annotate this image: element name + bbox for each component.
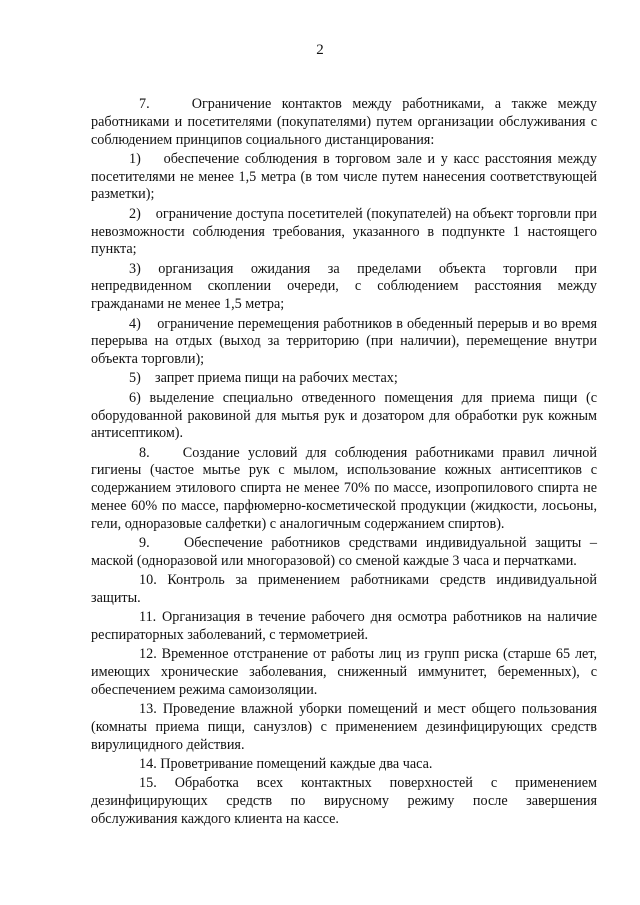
item-paragraph: 15. Обработка всех контактных поверхностей с применением дезинфицирующих средств по вирусному режиму после завершения обслуживания каждого клиента на кассе. [91,775,597,828]
subitem-paragraph: 2) ограничение доступа посетителей (покупателей) на объект торговли при невозможности соблюдения требования, указанного в подпункте 1 настоящего пункта; [91,205,597,258]
item-paragraph: 10. Контроль за применением работниками средств индивидуальной защиты. [91,572,597,607]
subitem-paragraph: 1) обеспечение соблюдения в торговом зале и у касс расстояния между посетителями не менее 1,5 метра (в том числе путем нанесения соответствующей разметки); [91,150,597,203]
item-paragraph: 12. Временное отстранение от работы лиц из групп риска (старше 65 лет, имеющих хронические заболевания, сниженный иммунитет, беременных), с обеспечением режима самоизоляции. [91,646,597,698]
subitem-paragraph: 3) организация ожидания за пределами объекта торговли при непредвиденном скоплении очереди, с соблюдением расстояния между гражданами не менее 1,5 метра; [91,260,597,313]
subitem-paragraph: 4) ограничение перемещения работников в обеденный перерыв и во время перерыва на отдых (выход за территорию (при наличии), перемещение внутри объекта торговли); [91,315,597,368]
item-paragraph: 9. Обеспечение работников средствами индивидуальной защиты – маской (одноразовой или многоразовой) со сменой каждые 3 часа и перчатками. [91,535,597,569]
document-body [91,96,597,830]
page-number: 2 [316,42,324,58]
item-paragraph: 13. Проведение влажной уборки помещений и мест общего пользования (комнаты приема пищи, санузлов) с применением дезинфицирующих средств вирулицидного действия. [91,701,597,753]
item-paragraph: 14. Проветривание помещений каждые два часа. [139,756,433,773]
item-paragraph: 7. Ограничение контактов между работниками, а также между работниками и посетителями (покупателями) путем организации обслуживания с соблюдением принципов социального дистанцирования: [91,96,597,148]
item-paragraph: 8. Создание условий для соблюдения работниками правил личной гигиены (частое мытье рук с мылом, использование кожных антисептиков с содержанием этилового спирта не менее 70% по массе, изопропилового спирта не менее 60% по массе, парфюмерно-косметической продукции (жидкости, лосьоны, гели, одноразовые салфетки) с аналогичным содержанием спиртов). [91,444,597,532]
item-paragraph: 11. Организация в течение рабочего дня осмотра работников на наличие респираторных заболеваний, с термометрией. [91,609,597,644]
subitem-paragraph: 5) запрет приема пищи на рабочих местах; [129,370,398,387]
subitem-paragraph: 6) выделение специально отведенного помещения для приема пищи (с оборудованной раковиной для мытья рук и дозатором для обработки рук кожным антисептиком). [91,389,597,442]
